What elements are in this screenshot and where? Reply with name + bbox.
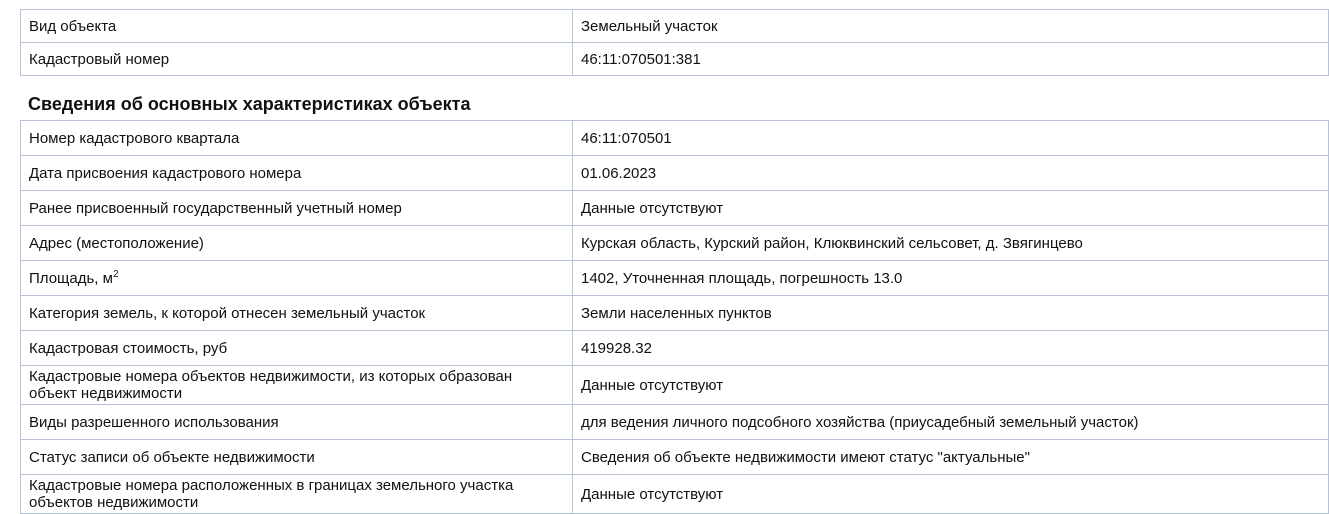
cadastral-value-label: Кадастровая стоимость, руб <box>21 331 573 366</box>
cadastral-value-value: 419928.32 <box>573 331 1329 366</box>
section-title: Сведения об основных характеристиках объекта <box>28 94 471 114</box>
table-row <box>21 121 1329 156</box>
table-row <box>21 475 1329 514</box>
previous-number-label: Ранее присвоенный государственный учетный номер <box>21 191 573 226</box>
permitted-use-value: для ведения личного подсобного хозяйства (приусадебный земельный участок) <box>573 405 1329 440</box>
cadastral-quarter-value: 46:11:070501 <box>573 121 1329 156</box>
table-row <box>21 405 1329 440</box>
area-label-text: Площадь, м <box>29 269 113 287</box>
cadastral-quarter-label: Номер кадастрового квартала <box>21 121 573 156</box>
address-label: Адрес (местоположение) <box>21 226 573 261</box>
area-unit-superscript: 2 <box>112 268 119 280</box>
table-row <box>21 191 1329 226</box>
record-status-value: Сведения об объекте недвижимости имеют статус "актуальные" <box>573 440 1329 475</box>
object-type-label: Вид объекта <box>21 10 573 43</box>
table-row <box>21 43 1329 76</box>
previous-number-value: Данные отсутствуют <box>573 191 1329 226</box>
source-objects-value: Данные отсутствуют <box>573 366 1329 405</box>
table-row <box>21 156 1329 191</box>
assignment-date-label: Дата присвоения кадастрового номера <box>21 156 573 191</box>
table-row <box>21 226 1329 261</box>
area-label <box>21 261 573 296</box>
object-identity-table <box>20 9 1329 76</box>
table-row <box>21 331 1329 366</box>
cadastral-number-value: 46:11:070501:381 <box>573 43 1329 76</box>
cadastral-number-label: Кадастровый номер <box>21 43 573 76</box>
contained-objects-label: Кадастровые номера расположенных в границах земельного участка объектов недвижимости <box>21 475 573 514</box>
table-row <box>21 10 1329 43</box>
table-row <box>21 440 1329 475</box>
land-category-label: Категория земель, к которой отнесен земельный участок <box>21 296 573 331</box>
permitted-use-label: Виды разрешенного использования <box>21 405 573 440</box>
source-objects-label: Кадастровые номера объектов недвижимости, из которых образован объект недвижимости <box>21 366 573 405</box>
characteristics-table <box>20 120 1329 514</box>
address-value: Курская область, Курский район, Клюквинский сельсовет, д. Звягинцево <box>573 226 1329 261</box>
assignment-date-value: 01.06.2023 <box>573 156 1329 191</box>
table-row <box>21 296 1329 331</box>
area-value: 1402, Уточненная площадь, погрешность 13.0 <box>573 261 1329 296</box>
table-row <box>21 366 1329 405</box>
land-category-value: Земли населенных пунктов <box>573 296 1329 331</box>
table-row <box>21 261 1329 296</box>
object-type-value: Земельный участок <box>573 10 1329 43</box>
contained-objects-value: Данные отсутствуют <box>573 475 1329 514</box>
record-status-label: Статус записи об объекте недвижимости <box>21 440 573 475</box>
